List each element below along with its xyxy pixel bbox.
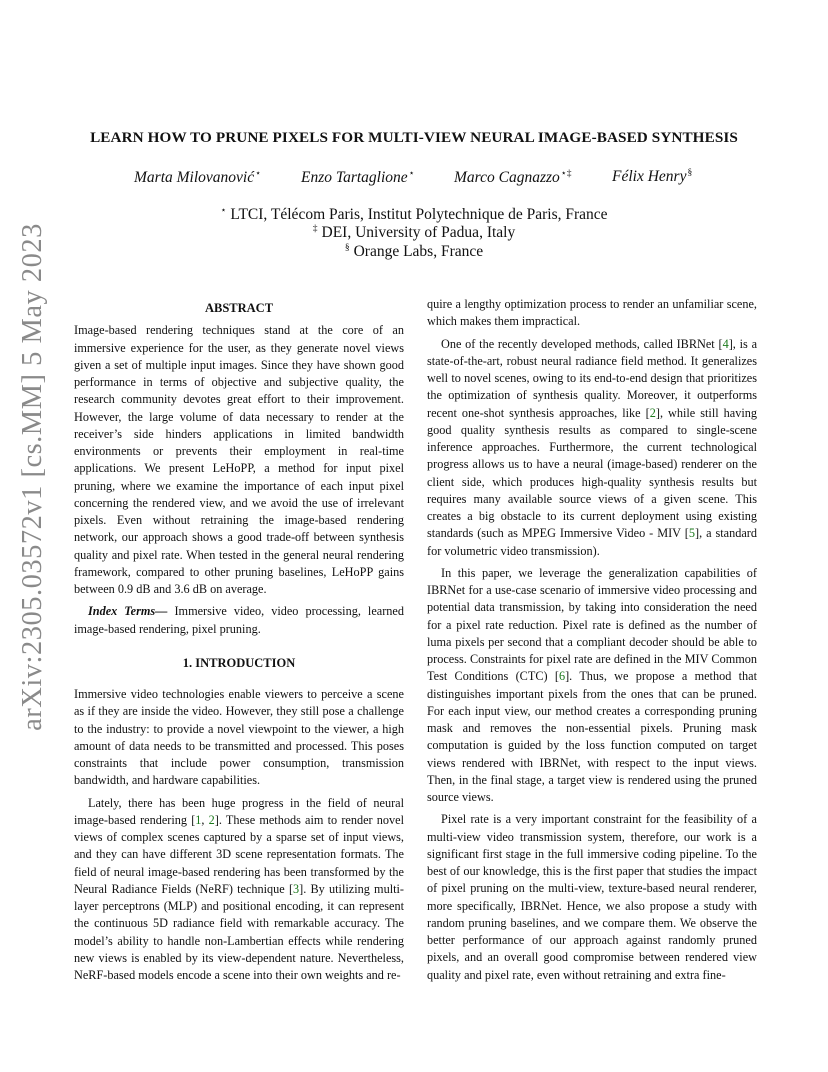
citation-link[interactable]: 6 <box>558 669 566 684</box>
affiliation-2 <box>60 224 768 242</box>
author-3 <box>454 168 571 187</box>
right-column <box>427 296 757 989</box>
abstract-text: Image-based rendering techniques stand at the core of an immersive experience for the user, as they generate novel views given a set of multiple input images. Since they have shown good performance in terms of objective and subjective quality, the research community devotes great effort to their improvement. However, the large volume of data necessary to render at the receiver’s side hinders applications in limited bandwidth environments or prevents their employment in real-time applications. We present LeHoPP, a method for input pixel pruning, where we examine the importance of each input pixel concerning the rendered view, and we avoid the use of irrelevant pixels. Even without retraining the image-based rendering network, our approach shows a good trade-off between synthesis quality and pixel rate. When tested in the general neural rendering framework, compared to other pruning baselines, LeHoPP gains between 0.9 dB and 3.6 dB on average. <box>74 323 404 596</box>
paragraph-text: ], while still having good quality synthesis results as compared to single-scene inference approaches. Furthermore, the current technological progress allows us to have a neural (image-based) renderer on the client side, which produces high-quality synthesis results but requires many available source views of a given scene. This creates a big obstacle to its current deployment using existing standards (such as MPEG Immersive Video - MIV [ <box>427 405 757 541</box>
author-list <box>120 168 720 190</box>
affiliation-mark: ⋆‡ <box>560 169 572 179</box>
affiliation-mark: ‡ <box>312 224 318 234</box>
right-paragraph-3: Pixel rate is a very important constraint for the feasibility of a multi-view video transmission system, therefore, our work is a significant first stage in the full immersive coding pipeline. To the best of our knowledge, this is the first paper that studies the impact of pixel pruning on the multi-view, texture-based neural renderer, more specifically, IBRNet. Hence, we also propose a study with random pruning baselines, and we compare them. We observe the better performance of our approach against randomly pruned pixels, and an overall good compromise between rendered view quality and pixel rate, even without retraining and extra fine- <box>427 812 757 982</box>
affiliation-text: LTCI, Télécom Paris, Institut Polytechnique de Paris, France <box>230 206 608 224</box>
affiliation-1 <box>60 205 768 224</box>
paragraph-text: One of the recently developed methods, called IBRNet [ <box>441 336 723 351</box>
citation-link[interactable]: 2 <box>649 405 656 420</box>
arxiv-identifier-text: arXiv:2305.03572v1 [cs.MM] 5 May 2023 <box>17 223 48 731</box>
paragraph-text: , <box>201 812 209 827</box>
paragraph-text: In this paper, we leverage the generalization capabilities of IBRNet for a use-case scenario of immersive video processing and potential data transmission, by taking into consideration the need for a pixel rate reduction. Pixel rate is defined as the number of luma pixels per second that a compliant decoder should be able to process. Constraints for pixel rate are defined in the MIV Common Test Conditions (CTC) [ <box>427 565 757 684</box>
paragraph-text: ]. Thus, we propose a method that distinguishes important pixels from the ones that can be pruned. For each input view, our method creates a corresponding pruning mask and removes the non-essential pixels. Pruning mask computation is guided by the loss function computed on target views rendered with IBRNet, with respect to the input views. Then, in the final stage, a target view is rendered using the pruned source views. <box>427 669 757 804</box>
paragraph-text: ], is a state-of-the-art, robust neural radiance field method. It generalizes well to novel scenes, owing to its end-to-end design that prioritizes the optimization of synthesis quality. Moreover, it outperforms recent one-shot synthesis approaches, like [ <box>427 336 758 420</box>
affiliation-3 <box>60 243 768 261</box>
affiliation-mark: ⋆ <box>408 169 415 179</box>
introduction-heading: 1. INTRODUCTION <box>182 655 296 670</box>
paragraph-text: Lately, there has been huge progress in the field of neural image-based rendering [ <box>74 795 404 827</box>
affiliation-mark: ⋆ <box>220 206 227 216</box>
paragraph-text: ], a standard for volumetric video transmission). <box>427 526 757 558</box>
index-terms <box>74 603 404 638</box>
citation-link[interactable]: 5 <box>688 526 695 541</box>
index-terms-text: Immersive video, video processing, learned image-based rendering, pixel pruning. <box>74 604 404 636</box>
paper-title: LEARN HOW TO PRUNE PIXELS FOR MULTI-VIEW NEURAL IMAGE-BASED SYNTHESIS <box>90 129 738 146</box>
affiliation-mark: § <box>687 168 693 178</box>
abstract-heading: ABSTRACT <box>204 301 274 315</box>
citation-link[interactable]: 4 <box>722 336 729 351</box>
citation-link[interactable]: 1 <box>195 812 202 827</box>
author-name: Marco Cagnazzo <box>454 169 560 187</box>
citation-link[interactable]: 3 <box>293 881 300 896</box>
right-paragraph-1 <box>427 336 757 560</box>
author-name: Marta Milovanović <box>134 169 255 187</box>
affiliation-text: DEI, University of Padua, Italy <box>321 224 516 242</box>
author-1 <box>134 168 261 187</box>
index-terms-label: Index Terms— <box>88 604 168 619</box>
affiliation-text: Orange Labs, France <box>353 243 484 261</box>
paragraph-text: ]. By utilizing multi-layer perceptrons (MLP) and positional encoding, it can represent the continuous 5D radiance field with remarkable accuracy. The model’s ability to handle non-Lambertian effects while rendering new views is enabled by its view-dependent nature. Nevertheless, NeRF-based models encode a scene into their own weights and re- <box>74 881 404 982</box>
right-paragraph-2 <box>427 565 757 807</box>
affiliation-mark: ⋆ <box>255 169 262 179</box>
paragraph-text: ]. These methods aim to render novel views of complex scenes captured by a sparse set of input views, and they can have different 3D scene representation formats. The field of neural image-based rendering has been transformed by the Neural Radiance Fields (NeRF) technique [ <box>74 812 404 896</box>
affiliation-mark: § <box>344 243 350 253</box>
intro-paragraph-1: Immersive video technologies enable viewers to perceive a scene as if they are inside the video. However, they still pose a challenge to the industry: to provide a novel viewpoint to the viewer, a high amount of data needs to be transmitted and processed. This poses constraints that include power consumption, transmission bandwidth, and hardware capabilities. <box>74 687 404 788</box>
citation-link[interactable]: 2 <box>208 812 215 827</box>
left-column <box>74 296 404 989</box>
right-paragraph-continued: quire a lengthy optimization process to render an unfamiliar scene, which makes them impractical. <box>427 297 757 329</box>
author-4 <box>612 168 692 186</box>
intro-paragraph-2 <box>74 795 404 985</box>
arxiv-identifier-stamp <box>0 0 70 1072</box>
author-name: Enzo Tartaglione <box>301 169 408 187</box>
author-2 <box>301 168 415 187</box>
author-name: Félix Henry <box>612 168 687 186</box>
